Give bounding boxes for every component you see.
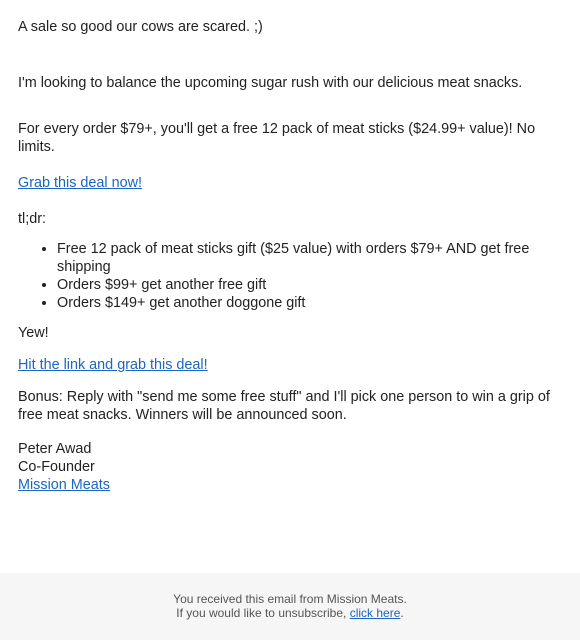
intro-text: I'm looking to balance the upcoming sugar rush with our delicious meat snacks.	[18, 75, 523, 91]
offer-list	[18, 240, 562, 312]
unsubscribe-link[interactable]: click here	[349, 606, 401, 620]
bonus-text: Bonus: Reply with "send me some free stuff" and I'll pick one person to win a grip of free meat snacks. Winners will be announced soon.	[18, 389, 550, 423]
offer-text: For every order $79+, you'll get a free 12 pack of meat sticks ($24.99+ value)! No limits.	[18, 121, 536, 155]
signature-name: Peter Awad	[18, 441, 92, 457]
cta-paragraph-2	[18, 356, 562, 374]
footer-unsubscribe-prefix: If you would like to unsubscribe,	[176, 606, 350, 620]
footer-line-1: You received this email from Mission Meats.	[173, 592, 407, 606]
list-item: • Free 12 pack of meat sticks gift ($25 value) with orders $79+ AND get free shipping	[57, 240, 562, 276]
grab-deal-link[interactable]: Grab this deal now!	[18, 175, 142, 191]
signature-title: Co-Founder	[18, 459, 95, 475]
tldr-text: tl;dr:	[18, 211, 46, 227]
list-item: • Orders $149+ get another doggone gift	[57, 294, 562, 312]
footer-line-2	[0, 606, 580, 620]
footer-unsubscribe-suffix: .	[400, 606, 404, 620]
email-footer	[0, 573, 580, 640]
signature	[18, 440, 562, 494]
yew-text: Yew!	[18, 325, 49, 341]
cta-paragraph-1	[18, 174, 562, 192]
hit-link-grab-deal-link[interactable]: Hit the link and grab this deal!	[18, 357, 208, 373]
list-item: • Orders $99+ get another free gift	[57, 276, 562, 294]
company-link[interactable]: Mission Meats	[18, 477, 110, 493]
greeting-text: A sale so good our cows are scared. ;)	[18, 19, 263, 35]
